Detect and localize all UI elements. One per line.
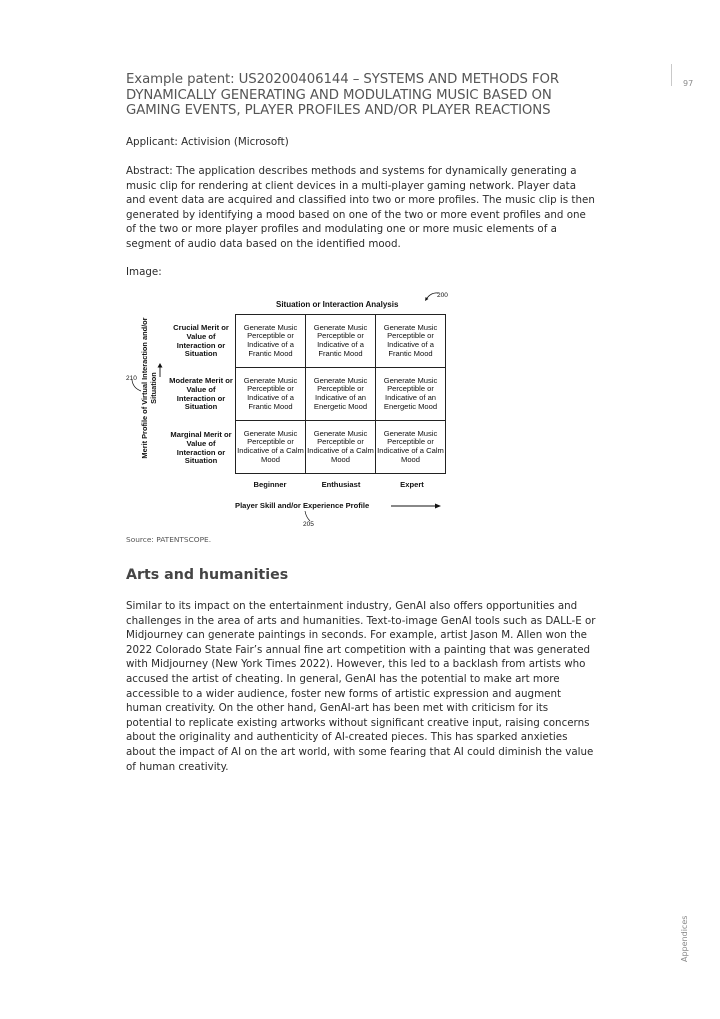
ref-number-205: 205 [303, 521, 314, 528]
image-label: Image: [126, 266, 162, 278]
x-axis-label: Player Skill and/or Experience Profile [235, 501, 370, 510]
row-label-moderate: Moderate Merit or Value of Interaction or Situation [169, 376, 233, 412]
grid-cell: Generate Music Perceptible or Indicative of a Calm Mood [236, 421, 306, 474]
x-axis-arrow-icon [391, 501, 441, 511]
page-number: 97 [683, 79, 694, 88]
y-axis-label: Merit Profile of Virtual Interaction and/or Situation [140, 317, 158, 459]
grid-row [236, 421, 446, 474]
abstract-text: Abstract: The application describes methods and systems for dynamically generating a music clip for rendering at client devices in a multi-player gaming network. Player data and event data are acquired and classified into two or more profiles. The music clip is then generated by identifying a mood based on one of the two or more event profiles and one of the two or more player profiles and modulating one or more music elements of a segment of audio data based on the identified mood. [126, 165, 595, 250]
applicant-text: Applicant: Activision (Microsoft) [126, 136, 289, 148]
figure-title: Situation or Interaction Analysis [276, 300, 399, 309]
section-tag: Appendices [680, 915, 689, 962]
grid-cell: Generate Music Perceptible or Indicative of a Calm Mood [306, 421, 376, 474]
ref-number-210: 210 [126, 375, 137, 382]
column-label-beginner: Beginner [253, 480, 287, 489]
section-heading: Arts and humanities [126, 567, 289, 583]
patent-figure [126, 288, 456, 533]
grid-cell: Generate Music Perceptible or Indicative of a Frantic Mood [376, 315, 446, 368]
page-number-divider [671, 64, 672, 86]
grid-cell: Generate Music Perceptible or Indicative of a Frantic Mood [236, 315, 306, 368]
arts-paragraph: Similar to its impact on the entertainment industry, GenAI also offers opportunities and challenges in the area of arts and humanities. Text-to-image GenAI tools such as DALL-E or Midjourney can generate paintings in seconds. For example, artist Jason M. Allen won the 2022 Colorado State Fair’s annual fine art competition with a painting that was generated with Midjourney (New York Times 2022). However, this led to a backlash from artists who accused the artist of cheating. In general, GenAI has the potential to make art more accessible to a wider audience, foster new forms of artistic expression and augment human creativity. On the other hand, GenAI-art has been met with criticism for its potential to replicate existing artworks without significant creative input, raising concerns about the originality and authenticity of AI-created pieces. This has sparked anxieties about the impact of AI on the art world, with some fearing that AI could diminish the value of human creativity. [126, 600, 596, 773]
grid-cell: Generate Music Perceptible or Indicative of a Frantic Mood [306, 315, 376, 368]
source-caption: Source: PATENTSCOPE. [126, 535, 212, 544]
grid-row [236, 368, 446, 421]
mood-grid [235, 314, 446, 474]
column-label-enthusiast: Enthusiast [321, 480, 361, 489]
column-label-expert: Expert [400, 480, 424, 489]
patent-title: Example patent: US20200406144 – SYSTEMS AND METHODS FOR DYNAMICALLY GENERATING AND MODULATING MUSIC BASED ON GAMING EVENTS, PLAYER PROFILES AND/OR PLAYER REACTIONS [126, 72, 559, 118]
grid-row [236, 315, 446, 368]
ref-number-200: 200 [437, 292, 448, 299]
grid-cell: Generate Music Perceptible or Indicative of an Energetic Mood [376, 368, 446, 421]
grid-cell: Generate Music Perceptible or Indicative of a Calm Mood [376, 421, 446, 474]
row-label-marginal: Marginal Merit or Value of Interaction or Situation [170, 430, 232, 466]
grid-cell: Generate Music Perceptible or Indicative of an Energetic Mood [306, 368, 376, 421]
grid-cell: Generate Music Perceptible or Indicative of a Frantic Mood [236, 368, 306, 421]
row-label-crucial: Crucial Merit or Value of Interaction or Situation [173, 323, 229, 359]
